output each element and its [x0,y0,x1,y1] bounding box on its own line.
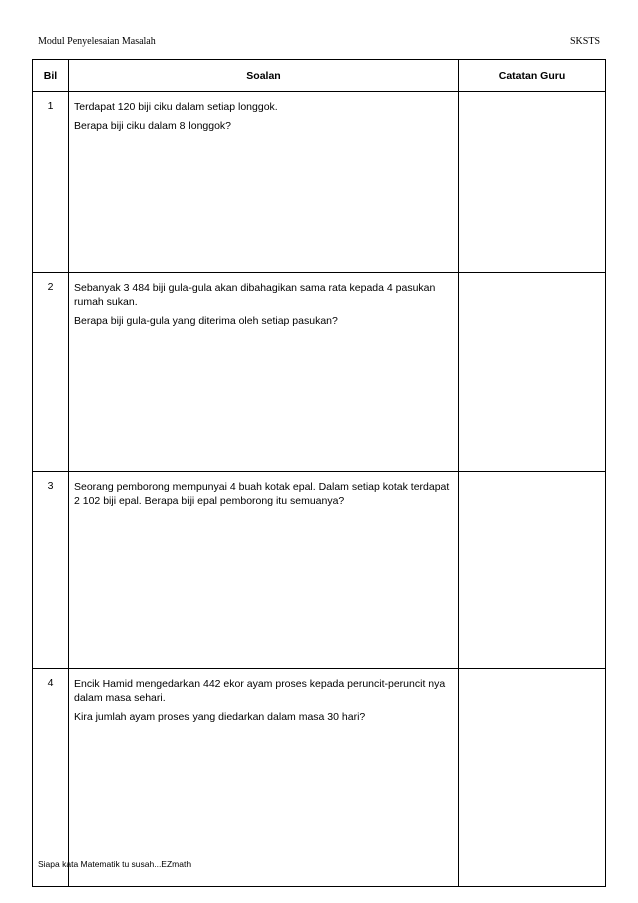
table-row [33,669,606,887]
question-text-cell [69,273,459,472]
question-text-cell [69,472,459,669]
question-line: Berapa biji ciku dalam 8 longgok? [74,120,232,132]
question-number: 4 [33,669,69,887]
table-header-row [33,60,606,92]
question-number: 2 [33,273,69,472]
question-line: Sebanyak 3 484 biji gula-gula akan dibahagikan sama rata kepada 4 pasukan rumah sukan. [74,282,436,308]
question-text-cell [69,669,459,887]
module-title: Modul Penyelesaian Masalah [38,36,156,47]
teacher-notes-cell[interactable] [459,472,606,669]
teacher-notes-cell[interactable] [459,669,606,887]
question-number: 1 [33,92,69,273]
question-text-cell [69,92,459,273]
school-code: SKSTS [569,36,600,47]
question-line: Encik Hamid mengedarkan 442 ekor ayam proses kepada peruncit-peruncit nya dalam masa sehari. [74,678,446,704]
table-row [33,472,606,669]
table-row [33,92,606,273]
page-header [38,36,600,52]
question-line: Seorang pemborong mempunyai 4 buah kotak epal. Dalam setiap kotak terdapat 2 102 biji epal. Berapa biji epal pemborong itu semuanya? [74,481,450,507]
teacher-notes-cell[interactable] [459,92,606,273]
column-header-catatan-guru: Catatan Guru [459,60,606,92]
question-line: Terdapat 120 biji ciku dalam setiap longgok. [74,101,278,113]
question-line: Kira jumlah ayam proses yang diedarkan dalam masa 30 hari? [74,711,366,723]
teacher-notes-cell[interactable] [459,273,606,472]
column-header-soalan: Soalan [69,60,459,92]
column-header-bil: Bil [33,60,69,92]
question-line: Berapa biji gula-gula yang diterima oleh setiap pasukan? [74,315,338,327]
page-footer: Siapa kata Matematik tu susah...EZmath [38,859,192,869]
question-number: 3 [33,472,69,669]
table-row [33,273,606,472]
question-table [32,59,606,887]
